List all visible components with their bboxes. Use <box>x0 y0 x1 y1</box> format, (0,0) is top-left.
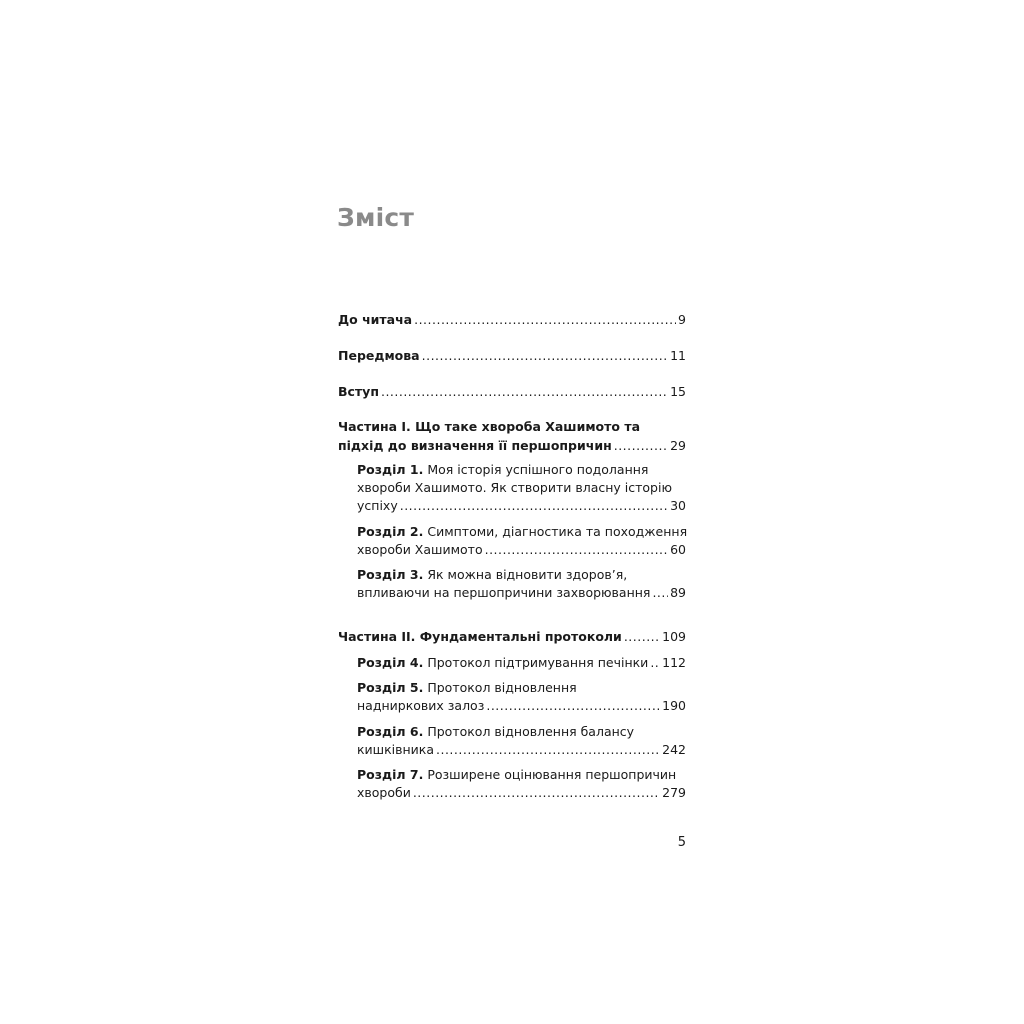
toc-leader <box>650 654 660 672</box>
toc-leader <box>422 347 668 365</box>
toc-leader <box>652 584 668 602</box>
toc-chapter-7[interactable] <box>357 766 686 784</box>
toc-leader <box>485 541 669 559</box>
toc-chapter-7-cont[interactable] <box>357 784 686 802</box>
toc-entry-foreword[interactable] <box>338 347 686 365</box>
chapter-title: Протокол відновлення балансу <box>427 724 635 739</box>
chapter-title: надниркових залоз <box>357 698 485 713</box>
toc-chapter-3[interactable] <box>357 566 686 584</box>
page-title: Зміст <box>337 203 415 232</box>
toc-entry-label: Вступ <box>338 384 379 399</box>
chapter-title: Протокол підтримування печінки <box>427 655 649 670</box>
page-number: 5 <box>677 835 686 850</box>
toc-chapter-5-cont[interactable] <box>357 697 686 715</box>
chapter-title: Розширене оцінювання першопричин <box>427 767 677 782</box>
toc-chapter-1-cont[interactable] <box>357 479 686 497</box>
toc-chapter-4[interactable] <box>357 654 686 672</box>
chapter-title: успіху <box>357 498 398 513</box>
toc-part-1-heading-cont[interactable] <box>338 437 686 455</box>
toc-page-number: 242 <box>662 742 686 757</box>
toc-page-number: 60 <box>670 542 686 557</box>
toc-leader <box>414 311 676 329</box>
chapter-prefix: Розділ 3. <box>357 567 424 582</box>
toc-page-number: 9 <box>678 312 686 327</box>
toc-chapter-2-cont[interactable] <box>357 541 686 559</box>
toc-chapter-6[interactable] <box>357 723 686 741</box>
toc-page-number: 112 <box>662 655 686 670</box>
toc-part-2-heading[interactable] <box>338 628 686 646</box>
toc-leader <box>486 697 660 715</box>
toc-leader <box>413 784 660 802</box>
chapter-title: впливаючи на першопричини захворювання <box>357 585 651 600</box>
chapter-prefix: Розділ 7. <box>357 767 424 782</box>
toc-page-number: 89 <box>670 585 686 600</box>
toc-chapter-2[interactable] <box>357 523 686 541</box>
chapter-prefix: Розділ 2. <box>357 524 424 539</box>
toc-page-number: 11 <box>670 348 686 363</box>
chapter-prefix: Розділ 1. <box>357 462 424 477</box>
chapter-title: Моя історія успішного подолання <box>427 462 649 477</box>
toc-page-number: 15 <box>670 384 686 399</box>
chapter-title: Як можна відновити здоров’я, <box>427 567 628 582</box>
toc-leader <box>381 383 668 401</box>
chapter-title: кишківника <box>357 742 435 757</box>
toc-leader <box>436 741 660 759</box>
toc-entry-introduction[interactable] <box>338 383 686 401</box>
toc-part-label: підхід до визначення її першопричин <box>338 438 612 453</box>
toc-page-number: 190 <box>662 698 686 713</box>
toc-entry-label: Передмова <box>338 348 420 363</box>
toc-chapter-1[interactable] <box>357 461 686 479</box>
toc-entry-label: До читача <box>338 312 413 327</box>
chapter-prefix: Розділ 4. <box>357 655 424 670</box>
toc-part-1-heading[interactable] <box>338 418 686 436</box>
chapter-title: хвороби Хашимото. Як створити власну історію <box>357 480 672 495</box>
chapter-title: хвороби <box>357 785 411 800</box>
chapter-title: Симптоми, діагностика та походження <box>427 524 688 539</box>
chapter-prefix: Розділ 6. <box>357 724 424 739</box>
chapter-title: Протокол відновлення <box>427 680 577 695</box>
toc-leader <box>624 628 660 646</box>
toc-entry-reader[interactable] <box>338 311 686 329</box>
toc-chapter-1-cont[interactable] <box>357 497 686 515</box>
toc-page-number: 279 <box>662 785 686 800</box>
toc-chapter-3-cont[interactable] <box>357 584 686 602</box>
chapter-title: хвороби Хашимото <box>357 542 483 557</box>
toc-leader <box>614 437 668 455</box>
toc-page-number: 109 <box>662 629 686 644</box>
chapter-prefix: Розділ 5. <box>357 680 424 695</box>
toc-page-number: 29 <box>670 438 686 453</box>
toc-chapter-5[interactable] <box>357 679 686 697</box>
toc-chapter-6-cont[interactable] <box>357 741 686 759</box>
toc-page-number: 30 <box>670 498 686 513</box>
toc-part-label: Частина ІІ. Фундаментальні протоколи <box>338 629 622 644</box>
toc-part-label: Частина І. Що таке хвороба Хашимото та <box>338 419 641 434</box>
toc-leader <box>400 497 668 515</box>
